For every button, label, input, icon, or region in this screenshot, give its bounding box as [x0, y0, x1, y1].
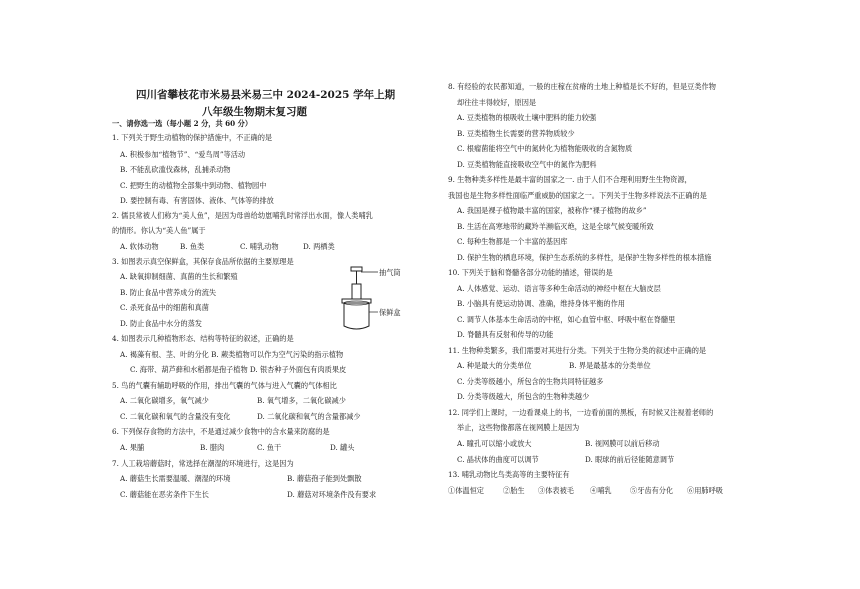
- q6-option-b: B. 腊肉: [200, 443, 225, 452]
- question-2-line-1: 2. 儒艮常被人们称为“美人鱼”，是因为母兽给幼崽哺乳时常浮出水面，像人类哺乳: [112, 211, 373, 220]
- q13-item-1: ①体温恒定: [448, 486, 484, 495]
- question-9-line-2: 我国也是生物多样性面临严重威胁的国家之一。下列关于生物多样说法不正确的是: [448, 191, 707, 200]
- question-6: 6. 下列保存食物的方法中，不是通过减少食物中的含水量来防腐的是: [112, 427, 330, 436]
- question-7: 7. 人工栽培蘑菇时，常选择在潮湿的环境进行，这是因为: [112, 459, 294, 468]
- q9-option-d: D. 保护生物的栖息环境，保护生态系统的多样性，是保护生物多样性的根本措施: [457, 253, 712, 262]
- q9-option-c: C. 每种生物都是一个丰富的基因库: [457, 237, 568, 246]
- q11-option-b: B. 界是最基本的分类单位: [569, 361, 651, 370]
- q1-option-c: C. 把野生的动植物全部集中到动物、植物园中: [120, 181, 267, 190]
- question-12-line-1: 12. 同学们上课时，一边看课桌上的书，一边看前面的黑板，有时候又注视着老师的: [448, 408, 714, 417]
- q6-option-c: C. 鱼干: [257, 443, 282, 452]
- question-8-line-2: 却往往丰得较好，原因是: [457, 98, 537, 107]
- q3-option-b: B. 防止食品中营养成分的流失: [120, 288, 217, 297]
- q7-option-c: C. 蘑菇能在恶劣条件下生长: [120, 490, 209, 499]
- q8-option-b: B. 豆类植物生长需要的营养物质较少: [457, 129, 575, 138]
- q11-option-c: C. 分类等级越小，所包含的生物共同特征越多: [457, 377, 604, 386]
- question-2-line-2: 的情形。你认为“美人鱼”属于: [112, 226, 206, 235]
- box-label: 保鲜盒: [379, 308, 401, 317]
- q8-option-a: A. 豆类植物的根吸收土壤中肥料的能力较强: [457, 113, 597, 122]
- vacuum-box-diagram: [338, 264, 428, 334]
- q2-option-b: B. 鱼类: [180, 242, 205, 251]
- q5-option-a: A. 二氧化碳增多，氧气减少: [120, 396, 209, 405]
- question-10: 10. 下列关于脑和脊髓各部分功能的描述，错误的是: [448, 268, 613, 277]
- q1-option-d: D. 要控制有毒、有害固体、液体、气体等的排放: [120, 196, 274, 205]
- q2-option-c: C. 哺乳动物: [240, 242, 279, 251]
- question-1: 1. 下列关于野生动植物的保护措施中，不正确的是: [112, 133, 273, 142]
- q4-options-cd: C. 海带、葫芦藓和水稻都是孢子植物 D. 银杏种子外面包有肉质果皮: [130, 365, 347, 374]
- q7-option-d: D. 蘑菇对环境条件没有要求: [287, 490, 377, 499]
- q6-option-a: A. 果脯: [120, 443, 145, 452]
- q3-option-a: A. 缺氧抑制细菌、真菌的生长和繁殖: [120, 272, 238, 281]
- q3-option-d: D. 防止食品中水分的蒸发: [120, 319, 202, 328]
- q12-option-b: B. 视网膜可以前后移动: [585, 439, 660, 448]
- q10-option-a: A. 人体感觉、运动、语言等多种生命活动的神经中枢在大脑皮层: [457, 284, 661, 293]
- q10-option-b: B. 小脑具有使运动协调、准确，维持身体平衡的作用: [457, 299, 625, 308]
- q13-item-4: ④哺乳: [590, 486, 612, 495]
- question-12-line-2: 举止，这些物像都落在视网膜上是因为: [457, 423, 580, 432]
- q5-option-d: D. 二氧化碳和氧气的含量都减少: [257, 412, 361, 421]
- q10-option-c: C. 调节人体基本生命活动的中枢，如心血管中枢、呼吸中枢在脊髓里: [457, 315, 676, 324]
- q12-option-a: A. 瞳孔可以缩小或放大: [457, 439, 532, 448]
- q5-option-b: B. 氧气增多，二氧化碳减少: [257, 396, 346, 405]
- q2-option-a: A. 软体动物: [120, 242, 159, 251]
- q6-option-d: D. 罐头: [330, 443, 355, 452]
- question-9-line-1: 9. 生物种类多样性是最丰富的国家之一. 由于人们不合理利用野生生物资源，: [448, 175, 692, 184]
- question-11: 11. 生物种类繁多，我们需要对其进行分类。下列关于生物分类的叙述中正确的是: [448, 346, 707, 355]
- q3-option-c: C. 杀死食品中的细菌和真菌: [120, 303, 209, 312]
- q7-option-b: B. 蘑菇孢子能到处飘散: [287, 474, 362, 483]
- q1-option-a: A. 积极参加“植物节”、“爱鸟周”等活动: [120, 150, 246, 159]
- q13-item-6: ⑥用肺呼吸: [687, 486, 723, 495]
- question-5: 5. 鸟的气囊有辅助呼吸的作用，排出气囊的气体与进入气囊的气体相比: [112, 381, 337, 390]
- q2-option-d: D. 两栖类: [303, 242, 335, 251]
- q4-options-ab: A. 褐藻有根、茎、叶的分化 B. 蕨类植物可以作为空气污染的指示植物: [120, 350, 344, 359]
- question-13: 13. 哺乳动物比鸟类高等的主要特征有: [448, 470, 570, 479]
- q8-option-d: D. 豆类植物能直接吸收空气中的氮作为肥料: [457, 160, 597, 169]
- page-subtitle: 八年级生物期末复习题: [202, 106, 307, 118]
- question-8-line-1: 8. 有经验的农民都知道，一般的庄稼在贫瘠的土地上种植是长不好的，但是豆类作物: [448, 82, 716, 91]
- q10-option-d: D. 脊髓具有反射和传导的功能: [457, 330, 554, 339]
- q12-option-c: C. 晶状体的曲度可以调节: [457, 455, 539, 464]
- q1-option-b: B. 不能乱砍滥伐森林，乱捕杀动物: [120, 165, 231, 174]
- q7-option-a: A. 蘑菇生长需要温暖、潮湿的环境: [120, 474, 231, 483]
- q13-item-3: ③体表被毛: [538, 486, 574, 495]
- page-title: 四川省攀枝花市米易县米易三中 2024-2025 学年上期: [136, 89, 396, 101]
- q8-option-c: C. 根瘤菌能将空气中的氮转化为植物能吸收的含氮物质: [457, 144, 633, 153]
- question-4: 4. 如图表示几种植物形态、结构等特征的叙述，正确的是: [112, 334, 294, 343]
- q13-item-5: ⑤牙齿有分化: [630, 486, 674, 495]
- q13-item-2: ②胎生: [503, 486, 525, 495]
- q12-option-d: D. 眼球的前后径能随意调节: [585, 455, 675, 464]
- q5-option-c: C. 二氧化碳和氧气的含量没有变化: [120, 412, 231, 421]
- q9-option-a: A. 我国是裸子植物最丰富的国家，被称作“裸子植物的故乡”: [457, 206, 647, 215]
- pump-label: 抽气筒: [379, 268, 401, 277]
- q11-option-d: D. 分类等级越大，所包含的生物种类越少: [457, 392, 590, 401]
- q9-option-b: B. 生活在高寒地带的藏羚羊濒临灭绝，这是全球气候变暖所致: [457, 222, 654, 231]
- q11-option-a: A. 种是最大的分类单位: [457, 361, 532, 370]
- section-heading: 一、请你选一选（每小题 2 分，共 60 分）: [112, 119, 253, 128]
- question-3: 3. 如图表示真空保鲜盒，其保存食品所依据的主要原理是: [112, 257, 294, 266]
